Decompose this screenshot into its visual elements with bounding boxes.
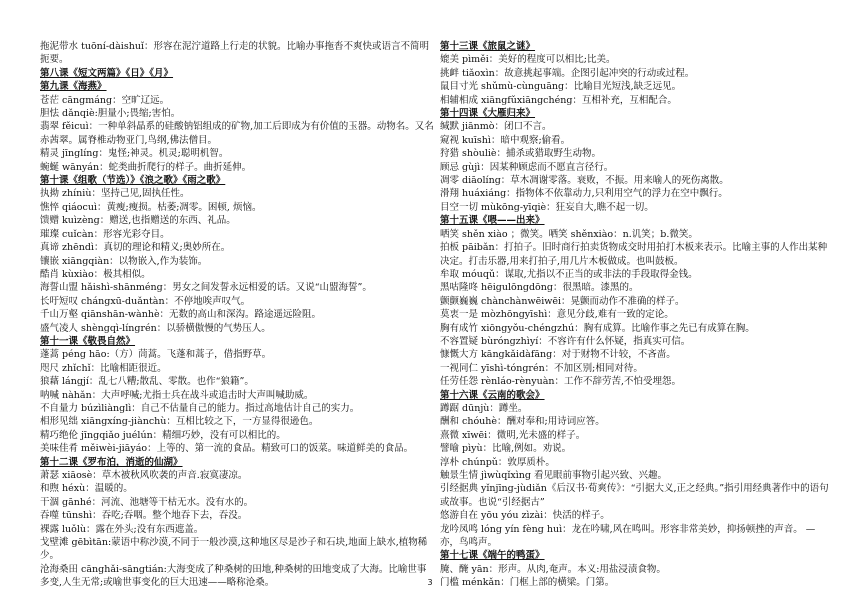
vocab-entry: 缄默 jiānmò：闭口不言。 xyxy=(440,121,552,133)
vocab-entry: 鼠目寸光 shǔmù-cùnguāng：比喻目光短浅,缺乏远见。 xyxy=(440,81,682,93)
vocab-entry: 牟取 móuqǔ：谋取,尤指以不正当的或非法的手段取得金钱。 xyxy=(440,268,698,280)
vocab-entry: 真谛 zhēndì：真切的理论和精义;奥妙所在。 xyxy=(40,242,231,254)
vocab-entry: 蜿蜒 wānyán：蛇类曲折爬行的样子。曲折延伸。 xyxy=(40,161,252,173)
vocab-entry: 蹲踞 dūnjù：蹲坐。 xyxy=(440,402,528,414)
vocab-entry: 拖泥带水 tuōní-dàishuǐ：形容在泥泞道路上行走的状貌。比喻办事拖沓不爽快或语言不简明扼要。 xyxy=(40,41,429,66)
vocab-entry: 任劳任怨 rènláo-rènyuàn：工作不辞劳苦,不怕受埋怨。 xyxy=(440,376,682,388)
lesson-heading xyxy=(440,389,835,402)
right-column xyxy=(440,40,835,590)
vocab-entry: 凋零 diāolíng：草木凋谢零落。衰败，不振。用来喻人的死伤离散。 xyxy=(440,175,729,187)
vocab-entry: 龙吟凤鸣 lóng yín fèng huì：龙在吟啸,风在鸣叫。形容非常美妙，抑扬顿挫的声音。 — 亦，鸟鸣声。 xyxy=(440,523,816,549)
lesson-number: 第八课 xyxy=(40,67,69,79)
vocab-entry: 黑咕隆咚 hēigulōngdōng：很黑暗。漆黑的。 xyxy=(440,282,639,294)
lesson-heading xyxy=(40,456,435,469)
vocab-entry: 镶嵌 xiāngqiàn：以物嵌入,作为装饰。 xyxy=(40,255,208,267)
lesson-number: 第十三课 xyxy=(440,41,479,52)
vocab-entry: 翡翠 fěicuì：一种单斜晶系的硅酸钠铝组成的矿物,加工后即成为有价值的玉器。动物名。又名赤茜翠。属脊椎动物亚门,鸟纲,佛法僧目。 xyxy=(40,121,434,146)
vocab-entry: 呐喊 nàhǎn：大声呼喊;尤指士兵在战斗或追击时大声叫喊助威。 xyxy=(40,389,314,401)
lesson-number: 第十课 xyxy=(40,175,69,187)
vocab-entry: 沧海桑田 cānghǎi-sāngtián:大海变成了种桑树的田地,种桑树的田地变成了大海。比喻世事多变,人生无常;或喻世事变化的巨大迅速——略称沧桑。 xyxy=(40,563,427,589)
lesson-number: 第十一课 xyxy=(40,335,79,347)
lesson-title: 《喂——出来》 xyxy=(478,215,545,227)
vocab-entry: 胸有成竹 xiōngyǒu-chéngzhú：胸有成算。比喻作事之先已有成算在胸。 xyxy=(440,322,755,334)
vocab-entry: 酬和 chóuhè：酬对奉和;用诗词应答。 xyxy=(440,416,605,428)
vocab-entry: 颤颤巍巍 chànchànwēiwēi：晃颤而动作不准确的样子。 xyxy=(440,295,685,307)
vocab-entry: 哂笑 shěn xiào ；微笑。哂笑 shěnxiào：n.讥笑；b.微笑。 xyxy=(440,228,698,240)
lesson-number: 第十五课 xyxy=(440,215,479,227)
vocab-entry: 目空一切 mùkōng-yīqiè：狂妄自大,瞧不起一切。 xyxy=(440,201,654,213)
vocab-entry: 憔悴 qiáocuì：黄瘦;瘦损。枯萎;凋零。困顿, 烦恼。 xyxy=(40,201,262,213)
vocab-entry: 不容置疑 bùróngzhìyí：不容许有什么怀疑，指真实可信。 xyxy=(440,335,691,347)
lesson-heading xyxy=(440,40,835,53)
vocab-entry: 相形见绌 xiāngxíng-jiànchù：互相比较之下，一方显得很逊色。 xyxy=(40,416,319,428)
vocab-entry: 胆怯 dǎnqiè:胆量小;畏缩;害怕。 xyxy=(40,108,181,120)
vocab-entry: 腌、醃 yān：形声。从肉,奄声。本义:用盐浸渍食物。 xyxy=(440,563,666,575)
vocab-entry: 一视同仁 yīshì-tóngrén：不加区别;相同对待。 xyxy=(440,362,643,374)
lesson-heading xyxy=(40,67,435,80)
vocab-entry: 悠游自在 yōu yóu zìzài：快活的样子。 xyxy=(440,510,610,522)
vocab-entry: 盛气凌人 shèngqì-língrén：以骄横傲慢的气势压人。 xyxy=(40,322,271,334)
lesson-heading xyxy=(40,335,435,348)
lesson-number: 第十四课 xyxy=(440,108,479,120)
vocab-entry: 狼藉 lángjí：乱七八糟;散乱、零散。也作“狼籍”。 xyxy=(40,376,254,388)
vocab-entry: 门槛 ménkǎn：门框上部的横梁。门第。 xyxy=(440,577,615,589)
vocab-entry: 淳朴 chúnpǔ：敦厚质朴。 xyxy=(440,456,555,468)
lesson-title: 《罗布泊，消逝的仙湖》 xyxy=(78,456,183,468)
vocab-entry: 戈壁滩 gēbìtān:蒙语中称沙漠,不同于一般沙漠,这种地区尽是沙子和石块,地面上缺水,植物稀少。 xyxy=(40,537,428,562)
vocab-entry: 不自量力 búzìliànglì：自己不估量自己的能力。指过高地估计自己的实力。 xyxy=(40,402,360,414)
vocab-entry: 海誓山盟 hǎishì-shānméng：男女之间发誓永远相爱的话。又说“山盟海誓”。 xyxy=(40,282,372,294)
lesson-number: 第十六课 xyxy=(440,389,479,401)
vocab-entry: 莫衷一是 mòzhōngyīshì：意见分歧,难有一致的定论。 xyxy=(440,309,674,321)
vocab-entry: 酷肖 kùxiào：极其相似。 xyxy=(40,268,151,280)
lesson-number: 第十七课 xyxy=(440,550,479,562)
vocab-entry: 长吁短叹 chángxū-duǎntàn：不停地唉声叹气。 xyxy=(40,295,251,307)
vocab-entry: 裸露 luǒlù：露在外头;没有东西遮盖。 xyxy=(40,523,204,535)
vocab-entry: 精灵 jīnglíng：鬼怪;神灵。机灵;聪明机智。 xyxy=(40,148,229,160)
lesson-number: 第九课 xyxy=(40,81,69,93)
vocab-entry: 譬喻 pìyù：比喻,例如。劝说。 xyxy=(440,443,572,455)
lesson-heading xyxy=(40,174,435,187)
vocab-entry: 精巧绝伦 jīngqiǎo juélún：精细巧妙，没有可以相比的。 xyxy=(40,429,286,441)
lesson-title: 《短文两篇》《日》《月》 xyxy=(68,67,174,79)
lesson-title: 《敬畏自然》 xyxy=(78,335,136,347)
lesson-title: 《大雁归来》 xyxy=(478,108,536,120)
lesson-heading xyxy=(440,214,835,227)
lesson-title: 《旅鼠之谜》 xyxy=(478,41,536,52)
vocab-entry: 相辅相成 xiāngfǔxiāngchéng：互相补充，互相配合。 xyxy=(440,94,677,106)
vocab-entry: 萧瑟 xiāosè：草木被秋风吹袭的声音.寂寞凄凉。 xyxy=(40,470,248,481)
left-column xyxy=(40,40,435,590)
vocab-entry: 蓬蒿 péng hāo:（方）茼蒿。飞蓬和蒿子，借指野草。 xyxy=(40,349,272,361)
vocab-entry: 窥视 kuīshì：暗中观察;偷看。 xyxy=(440,134,571,146)
vocab-entry: 千山万壑 qiānshān-wànhè：无数的高山和深沟。路途遥远险阻。 xyxy=(40,309,322,321)
vocab-entry: 媲美 pìměi：美好的程度可以相比;比美。 xyxy=(440,54,616,66)
vocab-entry: 和煦 héxù：温暖的。 xyxy=(40,483,133,495)
vocab-entry: 触景生情 jìwùqǐxìng 看见眼前事物引起兴致、兴趣。 xyxy=(440,470,667,481)
vocab-entry: 吞噬 tūnshì：吞吃;吞咽。整个地吞下去，吞没。 xyxy=(40,510,248,522)
page-number: 3 xyxy=(427,578,433,587)
lesson-number: 第十二课 xyxy=(40,456,79,468)
lesson-title: 《端午的鸭蛋》 xyxy=(478,550,545,562)
vocab-entry: 挑衅 tiǎoxìn：故意挑起事端。企图引起冲突的行动或过程。 xyxy=(440,67,695,79)
lesson-heading xyxy=(440,107,835,120)
vocab-entry: 璀璨 cuǐcàn：形容光彩夺目。 xyxy=(40,228,170,240)
vocab-entry: 狩猎 shòuliè：捕杀或猎取野生动物。 xyxy=(440,148,602,160)
lesson-title: 《海燕》 xyxy=(68,81,107,93)
vocab-entry: 熹微 xīwēi：微明,光未盛的样子。 xyxy=(440,429,586,441)
vocab-entry: 慷慨大方 kāngkǎidàfāng：对于财物不计较，不吝啬。 xyxy=(440,349,676,361)
lesson-title: 《云南的歌会》 xyxy=(478,389,545,401)
vocab-entry: 苍茫 cāngmáng：空旷辽远。 xyxy=(40,94,170,106)
lesson-heading xyxy=(40,80,435,93)
vocab-entry: 干涸 gānhé：河流、池塘等干枯无水。没有水的。 xyxy=(40,496,254,508)
vocab-entry: 美味佳肴 měiwèi-jiāyáo：上等的、第一流的食品。精致可口的饭菜。味道鲜美的食品。 xyxy=(40,443,414,455)
vocab-entry: 拍板 pāibǎn：打拍子。旧时商行拍卖货物成交时用拍打木板来表示。比喻主事的人作出某种决定。打击乐器,用来打拍子,用几片木板做成。也叫鼓板。 xyxy=(440,242,828,267)
vocab-entry: 滑翔 huáxiáng：指物体不依靠动力,只利用空气的浮力在空中飘行。 xyxy=(440,188,728,200)
vocab-entry: 执拗 zhíniù：坚持己见,固执任性。 xyxy=(40,188,190,200)
vocab-entry: 馈赠 kuìzèng：赠送,也指赠送的东西、礼品。 xyxy=(40,215,236,227)
lesson-heading xyxy=(440,549,835,562)
lesson-title: 《组歌（节选）》《浪之歌》《雨之歌》 xyxy=(68,175,226,187)
vocab-entry: 咫尺 zhǐchǐ：比喻相距很近。 xyxy=(40,362,167,374)
vocab-entry: 引经据典 yǐnjīng-jùdiǎn《后汉书·荀爽传》：“引据大义,正之经典。”指引用经典著作中的语句或故事。也说“引经据古” xyxy=(440,483,829,508)
vocab-entry: 顾忌 gùjì：因某种顾虑而不愿直言径行。 xyxy=(440,161,614,173)
